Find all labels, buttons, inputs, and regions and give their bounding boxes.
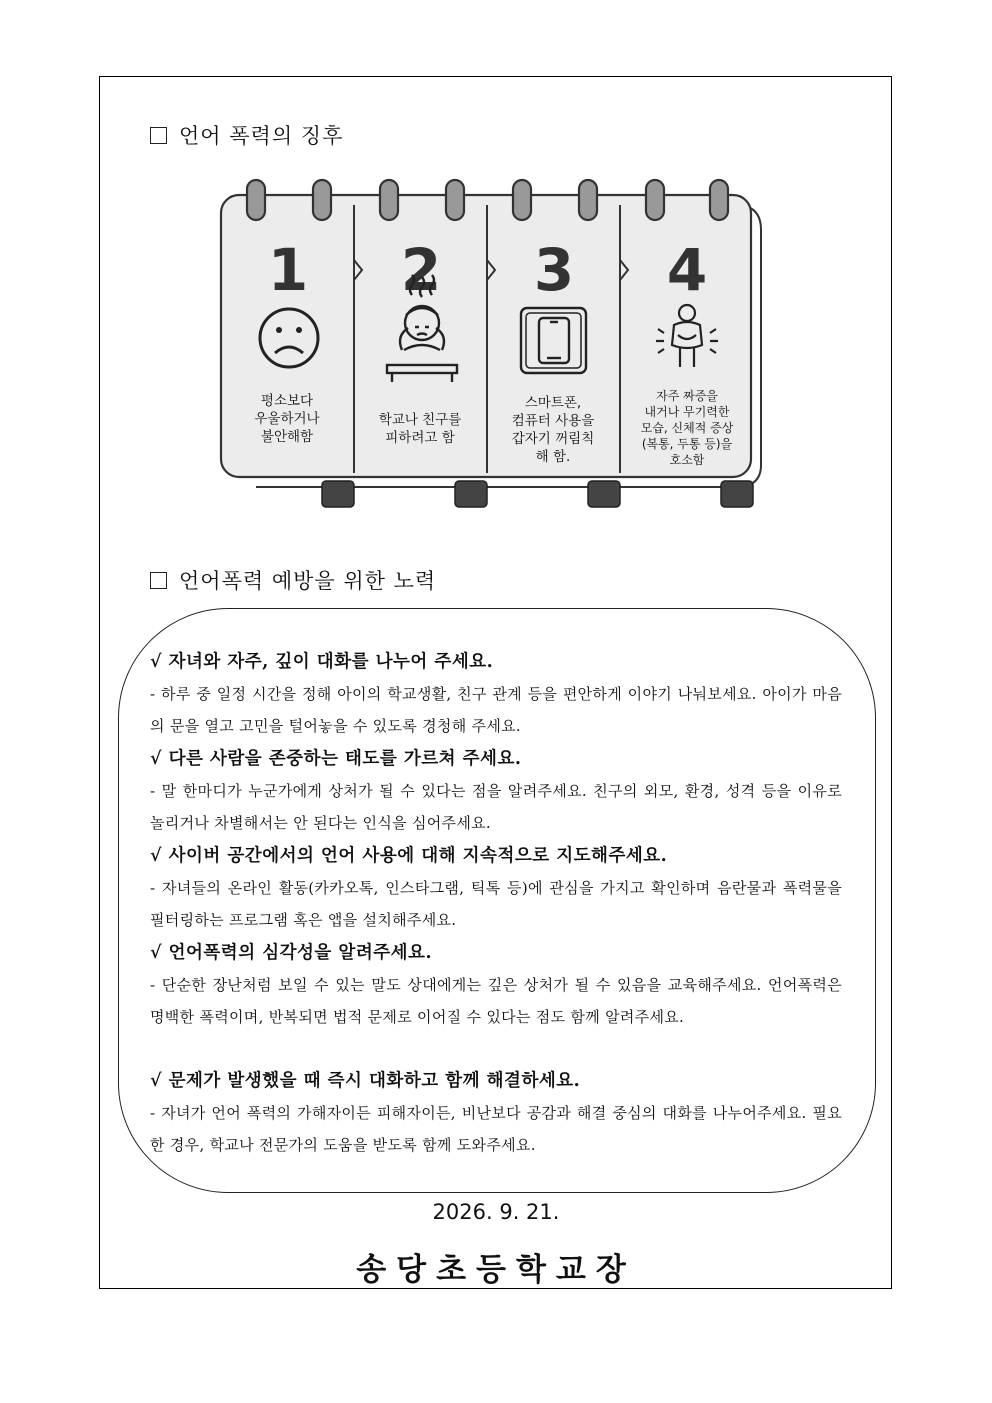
sign-caption-2: 학교나 친구를 피하려고 함 — [378, 412, 462, 446]
checkbox-square-icon — [150, 127, 167, 144]
section-title: 언어 폭력의 징후 — [179, 124, 344, 148]
principal-signature: 송당초등학교장 — [356, 1252, 636, 1288]
document-date: 2026. 9. 21. — [432, 1200, 560, 1224]
sign-number: 3 — [533, 236, 575, 304]
sign-number: 1 — [267, 236, 309, 304]
section-heading-prevention — [150, 565, 436, 595]
tip-body: - 자녀가 언어 폭력의 가해자이든 피해자이든, 비난보다 공감과 해결 중심의 대화를 나누어주세요. 필요한 경우, 학교나 전문가의 도움을 받도록 함께 도와주세요. — [150, 1104, 842, 1154]
sign-number: 4 — [666, 236, 708, 304]
tip-title: √ 자녀와 자주, 깊이 대화를 나누어 주세요. — [150, 652, 494, 672]
tip-title: √ 사이버 공간에서의 언어 사용에 대해 지속적으로 지도해주세요. — [150, 846, 668, 866]
sign-caption-1: 평소보다 우울하거나 불안해함 — [254, 393, 320, 445]
tip-title: √ 언어폭력의 심각성을 알려주세요. — [150, 943, 433, 963]
tip-body: - 단순한 장난처럼 보일 수 있는 말도 상대에게는 깊은 상처가 될 수 있음을 교육해주세요. 언어폭력은 명백한 폭력이며, 반복되면 법적 문제로 이어질 수 있다는 점도 함께 알려주세요. — [150, 976, 842, 1026]
section-heading-signs — [150, 120, 343, 150]
section-title: 언어폭력 예방을 위한 노력 — [179, 569, 437, 593]
sign-caption-3: 스마트폰, 컴퓨터 사용을 갑자기 꺼림칙 해 함. — [511, 395, 595, 465]
checkbox-square-icon — [150, 572, 167, 589]
sign-number: 2 — [400, 236, 442, 304]
tip-body: - 자녀들의 온라인 활동(카카오톡, 인스타그램, 틱톡 등)에 관심을 가지고 확인하며 음란물과 폭력물을 필터링하는 프로그램 혹은 앱을 설치해주세요. — [150, 879, 842, 929]
tip-body: - 말 한마디가 누군가에게 상처가 될 수 있다는 점을 알려주세요. 친구의 외모, 환경, 성격 등을 이유로 놀리거나 차별해서는 안 된다는 인식을 심어주세요. — [150, 782, 842, 832]
tip-title: √ 다른 사람을 존중하는 태도를 가르쳐 주세요. — [150, 749, 522, 769]
sign-caption-4: 자주 짜증을 내거나 무기력한 모습, 신체적 증상 (복통, 두통 등)을 호소함 — [640, 389, 734, 467]
tip-title: √ 문제가 발생했을 때 즉시 대화하고 함께 해결하세요. — [150, 1071, 581, 1091]
tip-body: - 하루 중 일정 시간을 정해 아이의 학교생활, 친구 관계 등을 편안하게 이야기 나눠보세요. 아이가 마음의 문을 열고 고민을 털어놓을 수 있도록 경청해 주세요. — [150, 685, 842, 735]
